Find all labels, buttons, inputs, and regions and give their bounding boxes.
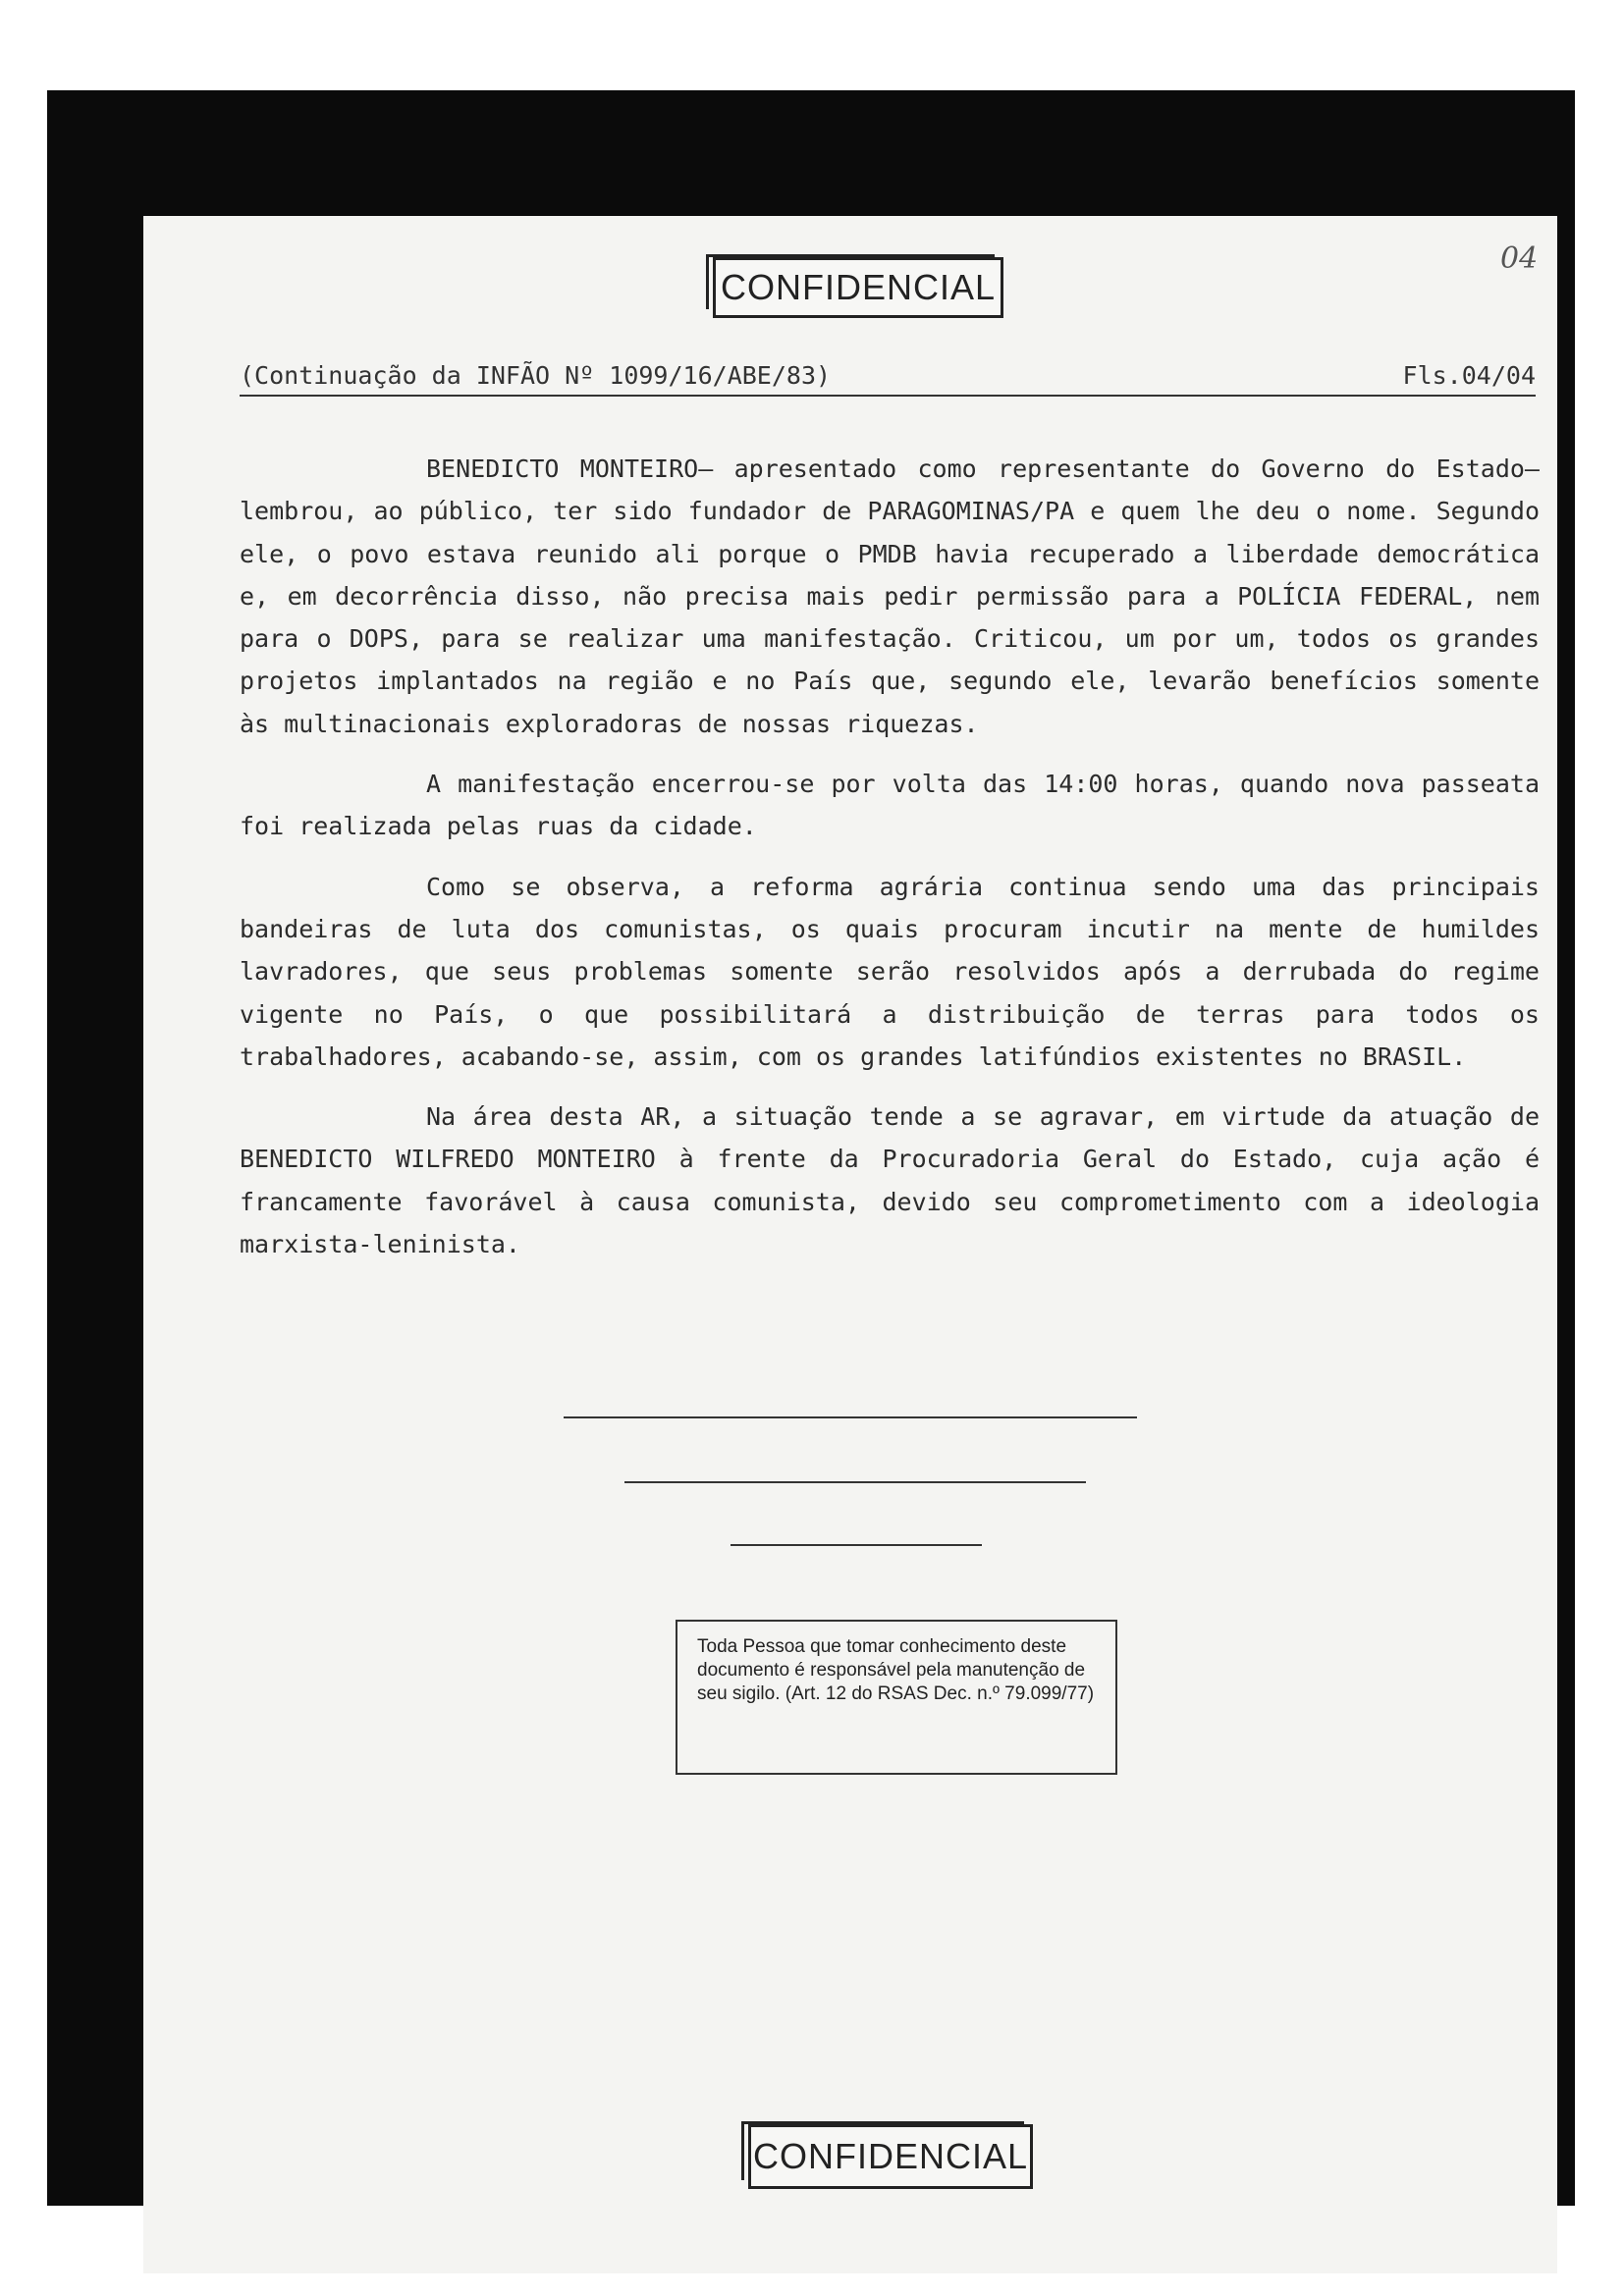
page-number-handwritten: 04 [1500, 241, 1539, 276]
folio-number: Fls.04/04 [1402, 361, 1536, 390]
scan-frame [47, 90, 1575, 2206]
closing-rule-2 [624, 1481, 1086, 1483]
paragraph-2: A manifestação encerrou-se por volta das 14:00 horas, quando nova passeata foi realizada pelas ruas da cidade. [240, 770, 1540, 841]
closing-rule-3 [731, 1544, 982, 1546]
paragraph-3: Como se observa, a reforma agrária continua sendo uma das principais bandeiras de luta dos comunistas, os quais procuram incutir na mente de humildes lavradores, que seus problemas somente serão resolvidos após a derrubada do regime vigente no País, o que possibilitará a distribuição de terras para todos os trabalhadores, acabando-se, assim, com os grandes latifúndios existentes no BRASIL. [240, 872, 1540, 1071]
paragraph-1: BENEDICTO MONTEIRO— apresentado como representante do Governo do Estado— lembrou, ao público, ter sido fundador de PARAGOMINAS/PA e quem lhe deu o nome. Segundo ele, o povo estava reunido ali porque o PMDB havia recuperado a liberdade democrática e, em decorrência disso, não precisa mais pedir permissão para a POLÍCIA FEDERAL, nem para o DOPS, para se realizar uma manifestação. Criticou, um por um, todos os grandes projetos implantados na região e no País que, segundo ele, levarão benefícios somente às multinacionais exploradoras de nossas riquezas. [240, 454, 1540, 738]
document-body [240, 448, 1540, 1283]
secrecy-notice-box: Toda Pessoa que tomar conhecimento deste documento é responsável pela manutenção de seu sigilo. (Art. 12 do RSAS Dec. n.º 79.099/77) [676, 1620, 1117, 1775]
document-page [143, 216, 1557, 2273]
closing-rule-1 [564, 1416, 1137, 1418]
document-header [240, 355, 1536, 397]
confidential-stamp-bottom: CONFIDENCIAL [748, 2124, 1033, 2189]
paragraph-4: Na área desta AR, a situação tende a se agravar, em virtude da atuação de BENEDICTO WILFREDO MONTEIRO à frente da Procuradoria Geral do Estado, cuja ação é francamente favorável à causa comunista, devido seu comprometimento com a ideologia marxista-leninista. [240, 1102, 1540, 1259]
reference-number: (Continuação da INFÃO Nº 1099/16/ABE/83) [240, 361, 832, 390]
confidential-stamp-top: CONFIDENCIAL [713, 257, 1003, 318]
